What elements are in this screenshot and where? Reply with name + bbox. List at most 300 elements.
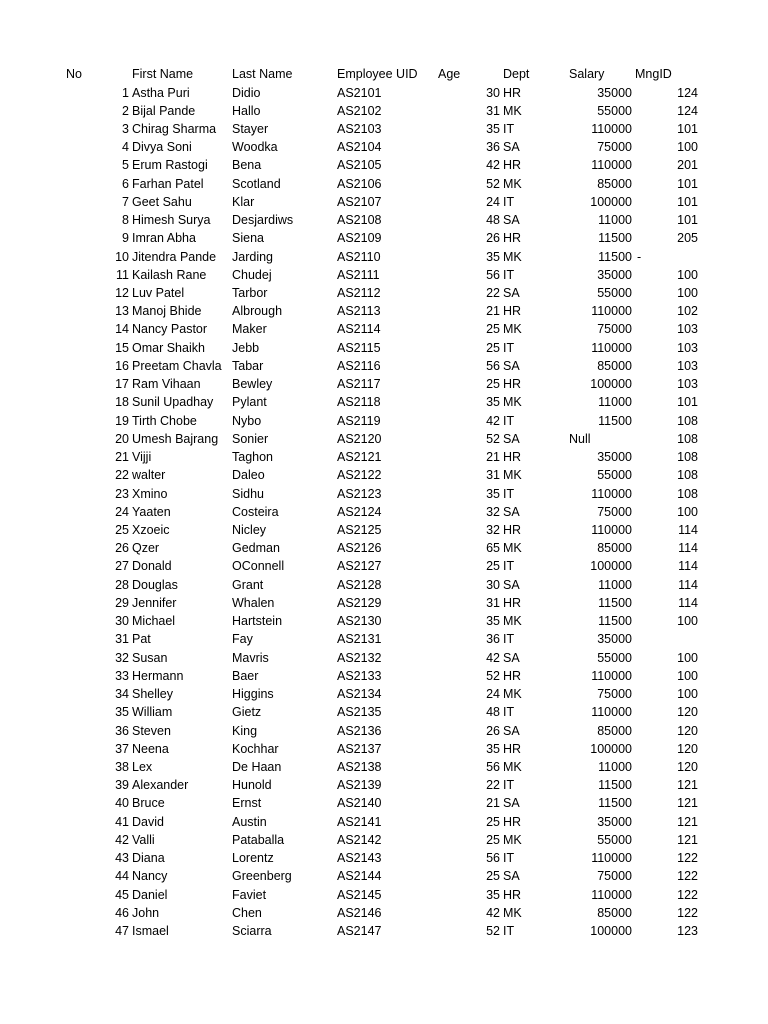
cell-employee-uid: AS2109	[337, 231, 382, 246]
cell-age: 36	[486, 140, 500, 155]
cell-mngid: 100	[677, 267, 698, 282]
cell-salary: 110000	[591, 486, 632, 501]
cell-first-name: Xzoeic	[132, 523, 170, 538]
cell-first-name: Astha Puri	[132, 85, 190, 100]
cell-first-name: Jennifer	[132, 595, 177, 610]
cell-age: 42	[486, 905, 500, 920]
cell-employee-uid: AS2117	[337, 377, 381, 392]
cell-mngid: 121	[677, 814, 698, 829]
cell-no: 39	[115, 778, 129, 793]
cell-employee-uid: AS2120	[337, 431, 382, 446]
cell-no: 23	[115, 486, 129, 501]
cell-last-name: Sciarra	[232, 924, 272, 939]
cell-employee-uid: AS2110	[337, 249, 381, 264]
cell-employee-uid: AS2118	[337, 395, 381, 410]
cell-age: 25	[486, 559, 500, 574]
cell-no: 15	[115, 340, 129, 355]
cell-last-name: Bewley	[232, 377, 273, 392]
cell-salary: 85000	[597, 176, 632, 191]
cell-age: 35	[486, 249, 500, 264]
cell-last-name: Kochhar	[232, 741, 279, 756]
cell-age: 35	[486, 887, 500, 902]
header-employee-uid: Employee UID	[337, 67, 418, 81]
cell-dept: HR	[503, 377, 522, 392]
cell-no: 46	[115, 905, 129, 920]
cell-employee-uid: AS2101	[337, 85, 382, 100]
header-last-name: Last Name	[232, 67, 293, 81]
cell-salary: 11000	[598, 577, 632, 592]
cell-age: 35	[486, 614, 500, 629]
cell-no: 40	[115, 796, 129, 811]
cell-mngid: 122	[677, 869, 698, 884]
table-row	[0, 393, 768, 411]
cell-mngid: 103	[677, 377, 698, 392]
cell-last-name: Costeira	[232, 504, 279, 519]
cell-employee-uid: AS2103	[337, 121, 382, 136]
cell-dept: HR	[503, 85, 522, 100]
cell-salary: 85000	[597, 358, 632, 373]
cell-dept: SA	[503, 723, 520, 738]
cell-no: 21	[115, 450, 129, 465]
cell-mngid: 201	[677, 158, 698, 173]
cell-employee-uid: AS2112	[337, 286, 381, 301]
cell-salary: Null	[569, 431, 591, 446]
table-row	[0, 685, 768, 703]
cell-mngid: 122	[677, 851, 698, 866]
cell-dept: MK	[503, 905, 522, 920]
cell-last-name: Baer	[232, 668, 259, 683]
cell-mngid: 121	[677, 832, 698, 847]
cell-no: 10	[115, 249, 129, 264]
cell-employee-uid: AS2144	[337, 869, 382, 884]
cell-mngid: 123	[677, 924, 698, 939]
table-row	[0, 302, 768, 320]
cell-salary: 100000	[590, 194, 632, 209]
cell-age: 26	[486, 723, 500, 738]
cell-no: 34	[115, 687, 129, 702]
cell-last-name: Siena	[232, 231, 264, 246]
cell-no: 22	[115, 468, 129, 483]
cell-age: 32	[486, 504, 500, 519]
cell-first-name: Xmino	[132, 486, 168, 501]
cell-first-name: Michael	[132, 614, 176, 629]
cell-first-name: Hermann	[132, 668, 184, 683]
cell-first-name: Divya Soni	[132, 140, 192, 155]
cell-mngid: 108	[677, 468, 698, 483]
cell-mngid: 102	[677, 304, 698, 319]
cell-mngid: 101	[677, 194, 698, 209]
cell-age: 35	[486, 121, 500, 136]
cell-dept: HR	[503, 450, 522, 465]
cell-salary: 11500	[598, 595, 632, 610]
cell-employee-uid: AS2124	[337, 504, 382, 519]
cell-dept: SA	[503, 869, 520, 884]
cell-employee-uid: AS2134	[337, 687, 382, 702]
table-row	[0, 630, 768, 648]
cell-salary: 55000	[597, 103, 632, 118]
cell-last-name: Sonier	[232, 431, 269, 446]
cell-first-name: Nancy	[132, 869, 168, 884]
cell-dept: MK	[503, 468, 522, 483]
cell-employee-uid: AS2146	[337, 905, 382, 920]
table-row	[0, 138, 768, 156]
cell-dept: IT	[503, 267, 515, 282]
table-row	[0, 576, 768, 594]
cell-no: 12	[115, 286, 129, 301]
cell-employee-uid: AS2107	[337, 194, 382, 209]
cell-salary: 100000	[590, 377, 632, 392]
cell-no: 38	[115, 760, 129, 774]
cell-age: 25	[486, 340, 500, 355]
table-row	[0, 466, 768, 484]
cell-no: 45	[115, 887, 129, 902]
cell-salary: 110000	[591, 851, 632, 866]
table-row	[0, 156, 768, 174]
cell-dept: HR	[503, 814, 522, 829]
cell-age: 56	[486, 760, 500, 774]
cell-dept: HR	[503, 595, 522, 610]
cell-salary: 110000	[591, 121, 632, 136]
cell-last-name: Sidhu	[232, 486, 264, 501]
cell-mngid: 101	[677, 213, 698, 228]
cell-employee-uid: AS2106	[337, 176, 382, 191]
cell-last-name: Chudej	[232, 267, 272, 282]
cell-no: 32	[115, 650, 129, 665]
cell-salary: 55000	[597, 468, 632, 483]
cell-last-name: OConnell	[232, 559, 285, 574]
cell-mngid: 124	[677, 103, 698, 118]
table-row	[0, 503, 768, 521]
cell-first-name: Steven	[132, 723, 171, 738]
cell-first-name: walter	[132, 468, 166, 483]
cell-employee-uid: AS2135	[337, 705, 382, 720]
cell-salary: 100000	[590, 559, 632, 574]
table-row	[0, 831, 768, 849]
cell-dept: HR	[503, 304, 522, 319]
cell-salary: 110000	[591, 887, 632, 902]
cell-first-name: Diana	[132, 851, 165, 866]
cell-employee-uid: AS2136	[337, 723, 382, 738]
table-row	[0, 320, 768, 338]
cell-mngid: 101	[677, 176, 698, 191]
cell-dept: SA	[503, 140, 520, 155]
cell-employee-uid: AS2133	[337, 668, 382, 683]
table-row	[0, 120, 768, 138]
cell-employee-uid: AS2116	[337, 358, 381, 373]
cell-mngid: 114	[678, 523, 698, 538]
cell-first-name: Douglas	[132, 577, 178, 592]
table-row	[0, 867, 768, 885]
cell-no: 19	[115, 413, 129, 428]
cell-employee-uid: AS2140	[337, 796, 382, 811]
cell-employee-uid: AS2145	[337, 887, 382, 902]
cell-employee-uid: AS2137	[337, 741, 382, 756]
cell-employee-uid: AS2132	[337, 650, 382, 665]
cell-no: 29	[115, 595, 129, 610]
table-row	[0, 594, 768, 612]
cell-salary: 110000	[591, 523, 632, 538]
cell-salary: 11000	[598, 395, 632, 410]
cell-dept: IT	[503, 413, 515, 428]
cell-no: 3	[122, 121, 129, 136]
cell-dept: HR	[503, 668, 522, 683]
cell-last-name: Ernst	[232, 796, 262, 811]
cell-no: 26	[115, 541, 129, 556]
table-row	[0, 448, 768, 466]
cell-first-name: Ram Vihaan	[132, 377, 201, 392]
cell-first-name: John	[132, 905, 160, 920]
cell-employee-uid: AS2138	[337, 760, 382, 774]
cell-mngid: 108	[677, 450, 698, 465]
table-row	[0, 904, 768, 922]
header-first-name: First Name	[132, 67, 194, 81]
cell-mngid: 120	[677, 741, 698, 756]
cell-last-name: King	[232, 723, 258, 738]
cell-first-name: Alexander	[132, 778, 189, 793]
cell-last-name: Hartstein	[232, 614, 283, 629]
cell-age: 25	[486, 832, 500, 847]
cell-age: 42	[486, 158, 500, 173]
cell-dept: IT	[503, 194, 515, 209]
cell-mngid: 100	[677, 614, 698, 629]
table-row	[0, 229, 768, 247]
cell-dept: IT	[503, 486, 515, 501]
cell-salary: 75000	[597, 504, 632, 519]
cell-age: 26	[486, 231, 500, 246]
cell-dept: MK	[503, 541, 522, 556]
cell-age: 52	[486, 924, 500, 939]
cell-employee-uid: AS2119	[337, 413, 381, 428]
cell-last-name: Albrough	[232, 304, 283, 319]
cell-salary: 11500	[598, 778, 632, 793]
cell-salary: 75000	[597, 687, 632, 702]
cell-dept: IT	[503, 851, 515, 866]
cell-last-name: Bena	[232, 158, 262, 173]
cell-mngid: 114	[678, 559, 698, 574]
cell-last-name: Higgins	[232, 687, 274, 702]
table-row	[0, 703, 768, 721]
cell-dept: MK	[503, 322, 522, 337]
cell-employee-uid: AS2147	[337, 924, 382, 939]
cell-no: 43	[115, 851, 129, 866]
cell-age: 30	[486, 85, 500, 100]
cell-mngid: 103	[677, 358, 698, 373]
header-no: No	[66, 67, 82, 81]
cell-mngid: 108	[677, 486, 698, 501]
cell-no: 44	[115, 869, 129, 884]
cell-age: 42	[486, 413, 500, 428]
cell-first-name: Bijal Pande	[132, 103, 196, 118]
table-row	[0, 102, 768, 120]
table-row	[0, 284, 768, 302]
cell-age: 30	[486, 577, 500, 592]
cell-last-name: Pataballa	[232, 832, 285, 847]
cell-age: 25	[486, 322, 500, 337]
cell-no: 42	[115, 832, 129, 847]
cell-no: 24	[115, 504, 129, 519]
cell-mngid: 100	[677, 687, 698, 702]
cell-no: 33	[115, 668, 129, 683]
cell-employee-uid: AS2115	[337, 340, 381, 355]
cell-dept: SA	[503, 796, 520, 811]
cell-no: 8	[122, 213, 129, 228]
cell-salary: 11500	[598, 249, 632, 264]
cell-salary: 35000	[597, 85, 632, 100]
table-row	[0, 557, 768, 575]
cell-last-name: Jarding	[232, 249, 273, 264]
cell-last-name: Fay	[232, 632, 253, 647]
cell-age: 52	[486, 668, 500, 683]
cell-dept: MK	[503, 832, 522, 847]
cell-no: 11	[116, 267, 129, 282]
cell-salary: 110000	[591, 158, 632, 173]
table-row	[0, 667, 768, 685]
cell-age: 25	[486, 377, 500, 392]
cell-last-name: Austin	[232, 814, 267, 829]
cell-dept: SA	[503, 358, 520, 373]
cell-first-name: Nancy Pastor	[132, 322, 208, 337]
cell-first-name: Imran Abha	[132, 231, 196, 246]
cell-no: 14	[115, 322, 129, 337]
cell-dept: MK	[503, 760, 522, 774]
table-row	[0, 813, 768, 831]
cell-first-name: Kailash Rane	[132, 267, 207, 282]
cell-last-name: Greenberg	[232, 869, 292, 884]
table-row	[0, 430, 768, 448]
table-row	[0, 922, 768, 940]
cell-mngid: 100	[677, 668, 698, 683]
cell-age: 56	[486, 358, 500, 373]
cell-age: 22	[486, 778, 500, 793]
cell-last-name: Whalen	[232, 595, 275, 610]
cell-mngid: 120	[677, 760, 698, 774]
cell-no: 35	[115, 705, 129, 720]
cell-employee-uid: AS2122	[337, 468, 382, 483]
table-row	[0, 357, 768, 375]
cell-first-name: Preetam Chavla	[132, 358, 222, 373]
cell-first-name: Erum Rastogi	[132, 158, 208, 173]
cell-last-name: Gietz	[232, 705, 262, 720]
cell-mngid: 122	[677, 887, 698, 902]
cell-employee-uid: AS2141	[337, 814, 382, 829]
cell-dept: SA	[503, 577, 520, 592]
cell-first-name: Valli	[132, 832, 155, 847]
cell-age: 31	[486, 103, 500, 118]
cell-age: 24	[486, 194, 500, 209]
cell-first-name: William	[132, 705, 173, 720]
cell-last-name: Klar	[232, 194, 255, 209]
cell-mngid: 122	[677, 905, 698, 920]
cell-last-name: Maker	[232, 322, 267, 337]
header-dept: Dept	[503, 67, 530, 81]
table-row	[0, 649, 768, 667]
cell-salary: 11500	[598, 796, 632, 811]
cell-first-name: Shelley	[132, 687, 173, 702]
cell-last-name: Tabar	[232, 358, 264, 373]
cell-first-name: Susan	[132, 650, 168, 665]
cell-age: 35	[486, 741, 500, 756]
cell-dept: IT	[503, 340, 515, 355]
cell-dept: HR	[503, 741, 522, 756]
table-row	[0, 740, 768, 758]
cell-employee-uid: AS2143	[337, 851, 382, 866]
cell-dept: IT	[503, 705, 515, 720]
cell-salary: 110000	[591, 668, 632, 683]
cell-age: 22	[486, 286, 500, 301]
cell-employee-uid: AS2111	[337, 267, 380, 282]
cell-last-name: Tarbor	[232, 286, 268, 301]
cell-no: 17	[115, 377, 129, 392]
cell-last-name: Nybo	[232, 413, 262, 428]
cell-no: 4	[122, 140, 129, 155]
table-row	[0, 539, 768, 557]
cell-last-name: Grant	[232, 577, 264, 592]
cell-no: 30	[115, 614, 129, 629]
table-row	[0, 849, 768, 867]
cell-last-name: De Haan	[232, 760, 282, 774]
cell-employee-uid: AS2102	[337, 103, 382, 118]
cell-no: 18	[115, 395, 129, 410]
cell-salary: 11500	[598, 614, 632, 629]
cell-last-name: Didio	[232, 85, 261, 100]
cell-employee-uid: AS2104	[337, 140, 382, 155]
cell-no: 47	[115, 924, 129, 939]
cell-dept: MK	[503, 395, 522, 410]
table-row	[0, 84, 768, 102]
cell-employee-uid: AS2125	[337, 523, 382, 538]
cell-first-name: Geet Sahu	[132, 194, 192, 209]
cell-dept: IT	[503, 924, 515, 939]
cell-age: 56	[486, 851, 500, 866]
cell-salary: 75000	[597, 140, 632, 155]
table-row	[0, 339, 768, 357]
cell-mngid: 124	[677, 85, 698, 100]
cell-first-name: Umesh Bajrang	[132, 431, 219, 446]
table-row	[0, 612, 768, 630]
cell-age: 48	[486, 705, 500, 720]
table-row	[0, 485, 768, 503]
cell-salary: 35000	[597, 450, 632, 465]
cell-salary: 11000	[598, 213, 632, 228]
cell-last-name: Mavris	[232, 650, 269, 665]
table-row	[0, 886, 768, 904]
cell-first-name: Luv Patel	[132, 286, 185, 301]
cell-mngid: 103	[677, 322, 698, 337]
cell-no: 28	[115, 577, 129, 592]
cell-dept: IT	[503, 632, 515, 647]
cell-first-name: Ismael	[132, 924, 169, 939]
cell-salary: 75000	[597, 869, 632, 884]
cell-dept: SA	[503, 286, 520, 301]
cell-age: 25	[486, 814, 500, 829]
table-row	[0, 248, 768, 266]
cell-first-name: Bruce	[132, 796, 165, 811]
cell-first-name: Lex	[132, 760, 153, 774]
cell-employee-uid: AS2129	[337, 595, 382, 610]
cell-no: 13	[115, 304, 129, 319]
cell-mngid: 120	[677, 705, 698, 720]
cell-mngid: 101	[677, 121, 698, 136]
cell-dept: SA	[503, 650, 520, 665]
cell-no: 9	[122, 231, 129, 246]
cell-first-name: Donald	[132, 559, 172, 574]
cell-dept: MK	[503, 249, 522, 264]
cell-mngid: 100	[677, 140, 698, 155]
header-salary: Salary	[569, 67, 605, 81]
cell-salary: 100000	[590, 741, 632, 756]
cell-age: 21	[486, 450, 500, 465]
cell-salary: 11500	[598, 231, 632, 246]
